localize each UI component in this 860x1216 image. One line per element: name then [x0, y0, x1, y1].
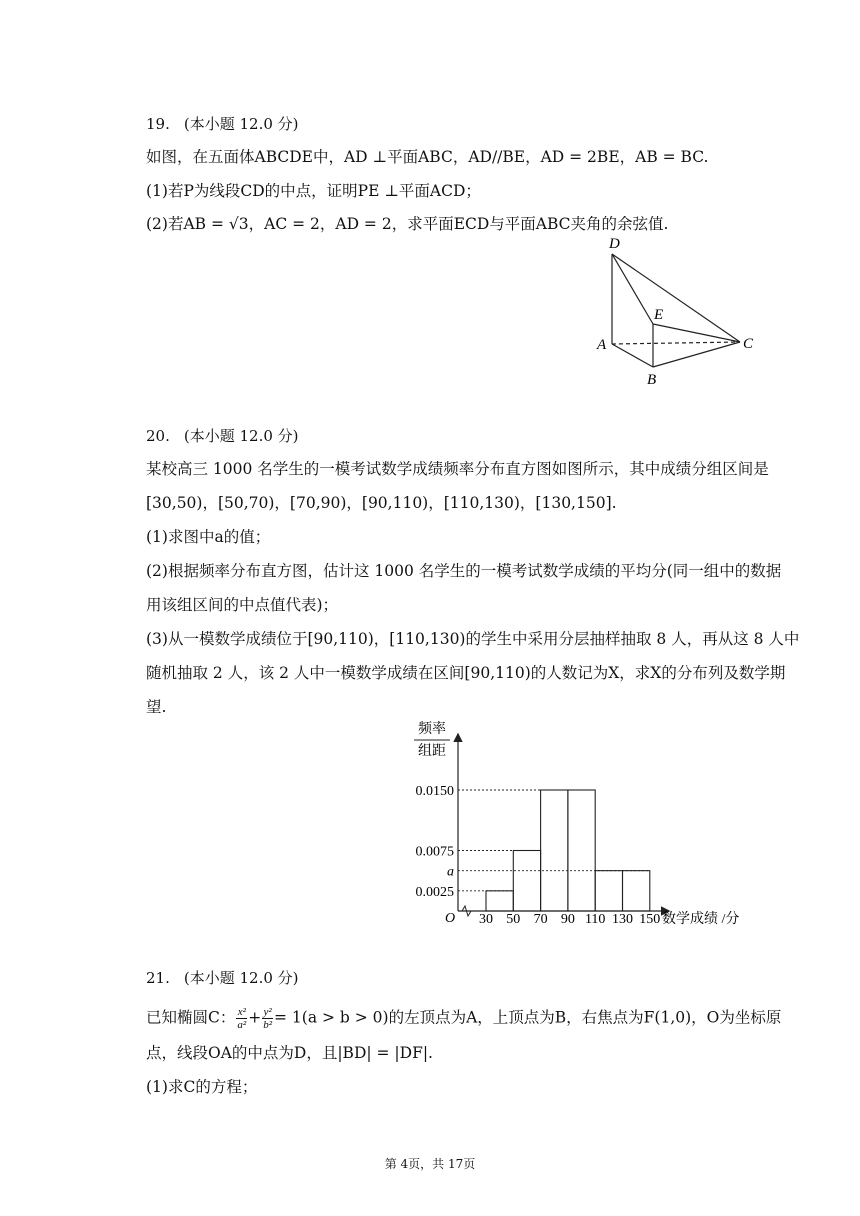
q19-points: (本小题 12.0 分): [183, 115, 299, 133]
fraction-y2-over-b2: $\frac{\text{y²}}{\text{b²}}$: [263, 1006, 272, 1031]
y-tick-label-0: 0.0150: [415, 784, 454, 799]
q20-heading: [146, 425, 299, 447]
label-e: E: [654, 307, 664, 323]
x-tick-label-150: 150: [639, 912, 661, 927]
origin-label: O: [444, 911, 456, 926]
q21-stem-line1: [146, 1006, 781, 1031]
x-tick-label-90: 90: [560, 912, 575, 927]
q19-number: 19.: [146, 115, 170, 133]
q19-solid-figure: [592, 232, 767, 392]
histogram-bar-130-150: [623, 871, 650, 911]
q20-part1: (1)求图中a的值；: [146, 528, 271, 546]
q19-stem: 如图，在五面体ABCDE中，AD ⊥平面ABC，AD//BE，AD = 2BE，AB = BC.: [146, 148, 709, 166]
y-axis-label-top: 频率: [418, 722, 446, 737]
q19-part1: (1)若P为线段CD的中点，证明PE ⊥平面ACD；: [146, 182, 481, 200]
q20-number: 20.: [146, 427, 170, 445]
x-tick-label-50: 50: [506, 912, 521, 927]
y-tick-label-3: 0.0025: [415, 884, 454, 900]
y-tick-label-2: a: [447, 864, 454, 880]
histogram-bar-30-50: [486, 891, 513, 911]
label-d: D: [609, 236, 620, 252]
q21-stem-post: = 1(a > b > 0)的左顶点为A，上顶点为B，右焦点为F(1,0)，O为坐标原: [274, 1008, 782, 1027]
q21-part1: (1)求C的方程；: [146, 1078, 258, 1096]
histogram-bar-110-130: [595, 871, 622, 911]
x-tick-label-70: 70: [533, 912, 548, 927]
frequency-histogram: [400, 715, 770, 930]
histogram-bar-70-90: [541, 790, 568, 911]
q21-heading: [146, 967, 299, 989]
q19-heading: [146, 113, 299, 135]
x-axis-label: 数学成绩 /分: [662, 912, 740, 927]
q20-stem-line1: 某校高三 1000 名学生的一模考试数学成绩频率分布直方图如图所示，其中成绩分组区间是: [146, 460, 769, 478]
q20-stem-line2: [30,50)，[50,70)，[70,90)，[90,110)，[110,130)，[130,150].: [146, 494, 617, 512]
histogram-bar-90-110: [568, 790, 595, 911]
q21-stem-line2: 点，线段OA的中点为D，且|BD| = |DF|.: [146, 1044, 433, 1062]
y-tick-label-1: 0.0075: [415, 844, 454, 860]
q21-number: 21.: [146, 969, 170, 987]
q19-part2: (2)若AB = √3，AC = 2，AD = 2，求平面ECD与平面ABC夹角的余弦值.: [146, 215, 669, 233]
label-b: B: [647, 372, 657, 388]
q20-points: (本小题 12.0 分): [183, 427, 299, 445]
page-footer: 第 4页，共 17页: [384, 1157, 476, 1171]
label-a: A: [597, 337, 607, 353]
q21-points: (本小题 12.0 分): [183, 969, 299, 987]
x-tick-label-110: 110: [584, 912, 606, 927]
plus-sign: +: [248, 1008, 262, 1027]
label-c: C: [743, 336, 754, 352]
q20-part3-line1: (3)从一模数学成绩位于[90,110)，[110,130)的学生中采用分层抽样抽取 8 人，再从这 8 人中: [146, 630, 800, 648]
x-tick-label-30: 30: [479, 912, 493, 927]
histogram-bar-50-70: [513, 851, 540, 912]
q20-part3-line3: 望.: [146, 698, 167, 716]
q20-part2-line1: (2)根据频率分布直方图，估计这 1000 名学生的一模考试数学成绩的平均分(同一组中的数据: [146, 562, 782, 580]
x-tick-label-130: 130: [612, 912, 633, 927]
q20-part2-line2: 用该组区间的中点值代表)；: [146, 596, 339, 614]
y-axis-label-bottom: 组距: [418, 744, 446, 759]
fraction-x2-over-a2: $\frac{\text{x²}}{\text{a²}}$: [237, 1006, 247, 1031]
q20-part3-line2: 随机抽取 2 人，该 2 人中一模数学成绩在区间[90,110)的人数记为X，求X的分布列及数学期: [146, 664, 786, 682]
q21-stem-pre: 已知椭圆C：: [146, 1008, 236, 1027]
